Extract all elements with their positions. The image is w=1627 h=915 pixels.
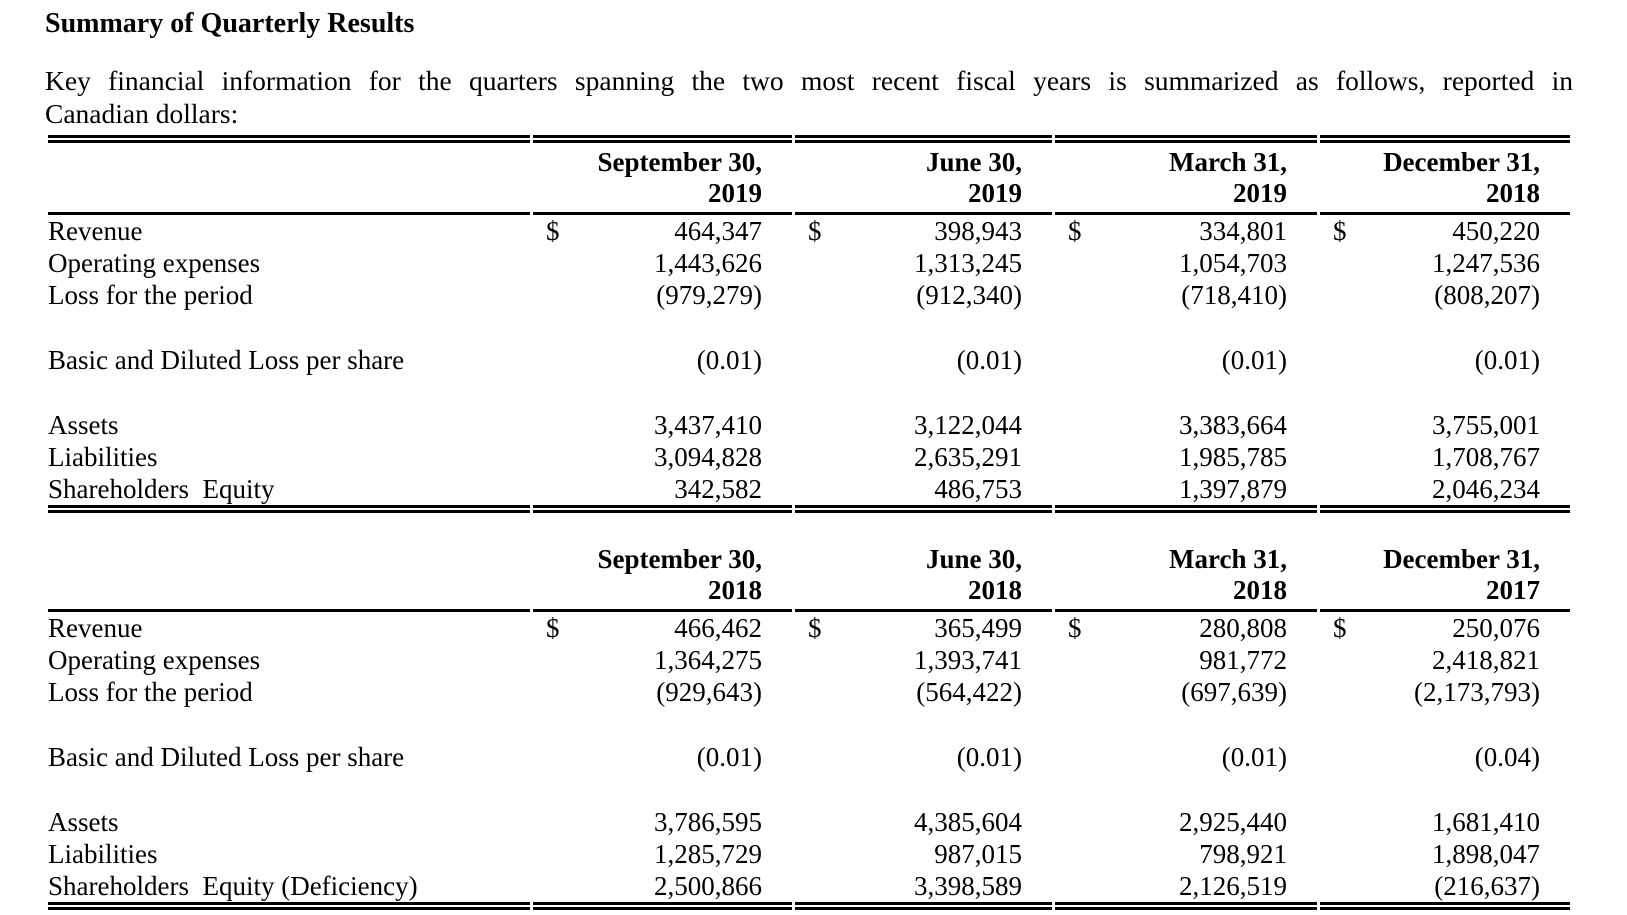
cell-value: (564,422) [916,677,1022,707]
table-row [48,473,1570,513]
value-cell-content [1320,279,1570,311]
cell-value: (0.01) [956,345,1022,375]
value-cell [533,838,792,870]
value-cell [1055,644,1317,676]
table-row [48,344,1570,376]
value-cell-content [1055,247,1317,279]
value-cell [533,247,792,279]
cell-value: (0.01) [1474,345,1540,375]
column-header-year: 2019 [968,178,1022,208]
value-cell [533,344,792,376]
value-cell [1320,870,1570,910]
value-cell [795,247,1052,279]
value-cell [1320,441,1570,473]
cell-value: (2,173,793) [1414,677,1540,707]
cell-value: 466,462 [674,613,762,643]
value-cell-content [1055,644,1317,676]
cell-value: (697,639) [1181,677,1287,707]
value-cell [795,644,1052,676]
column-header-year: 2018 [1486,178,1540,208]
column-header [1320,135,1570,215]
value-cell [795,473,1052,513]
value-cell-content [1320,612,1570,644]
value-cell-content [795,838,1052,870]
value-cell [1320,612,1570,644]
table-row [48,409,1570,441]
value-cell-content [1320,247,1570,279]
cell-value: 1,985,785 [1179,442,1287,472]
cell-value: 798,921 [1199,839,1287,869]
cell-value: 3,383,664 [1179,410,1287,440]
value-cell-content [1055,676,1317,708]
spacer-cell [48,311,1570,344]
table-row [48,870,1570,910]
cell-value: (808,207) [1434,280,1540,310]
value-cell-content [795,247,1052,279]
value-cell [1055,676,1317,708]
value-cell-content [1320,838,1570,870]
value-cell [1320,247,1570,279]
row-label: Assets [48,807,119,837]
value-cell-content [1055,741,1317,773]
table-row [48,676,1570,708]
value-cell-content [1320,806,1570,838]
column-header-month: September 30, [597,544,762,574]
column-header [1320,540,1570,612]
intro-paragraph-line2: Canadian dollars: [45,98,239,129]
value-cell-content [1055,215,1317,247]
value-cell [795,409,1052,441]
value-cell [533,215,792,247]
value-cell [1320,215,1570,247]
value-cell [1320,344,1570,376]
value-cell-content [1320,215,1570,247]
cell-value: 4,385,604 [914,807,1022,837]
value-cell-content [795,741,1052,773]
spacer-row [48,773,1570,806]
value-cell-content [1055,344,1317,376]
value-cell [1320,676,1570,708]
row-label: Shareholders Equity (Deficiency) [48,870,530,910]
table-row [48,441,1570,473]
intro-paragraph-line1: Key financial information for the quarters spanning the two most recent fiscal years is summarized as follows, reported in [45,65,1573,96]
quarterly-results-table-current [45,135,1573,513]
dollar-sign: $ [1333,613,1347,643]
cell-value: 464,347 [674,216,762,246]
cell-value: 3,437,410 [654,410,762,440]
column-header [795,540,1052,612]
column-header-month: September 30, [597,147,762,177]
value-cell [795,676,1052,708]
dollar-sign: $ [546,216,560,246]
value-cell-content [1320,870,1570,902]
row-label: Shareholders Equity [48,473,530,513]
cell-value: (718,410) [1181,280,1287,310]
value-cell-content [533,344,792,376]
value-cell-content [1320,441,1570,473]
column-header-year: 2019 [1233,178,1287,208]
value-cell-content [1055,612,1317,644]
value-cell [1055,441,1317,473]
cell-value: 981,772 [1199,645,1287,675]
spacer-row [48,376,1570,409]
cell-value: (0.01) [1221,345,1287,375]
row-label: Revenue [48,216,143,246]
value-cell [795,612,1052,644]
table-row [48,612,1570,644]
column-header [533,540,792,612]
value-cell [795,279,1052,311]
column-header-year: 2018 [1233,575,1287,605]
cell-value: 342,582 [674,474,762,504]
row-label: Operating expenses [48,248,261,278]
value-cell-content [795,870,1052,902]
value-cell [1320,806,1570,838]
dollar-sign: $ [1068,613,1082,643]
value-cell [1320,473,1570,513]
column-header-month: March 31, [1169,544,1287,574]
dollar-sign: $ [808,613,822,643]
spacer-cell [48,773,1570,806]
value-cell [1055,806,1317,838]
row-label: Liabilities [48,442,158,472]
row-label: Basic and Diluted Loss per share [48,345,405,375]
cell-value: 280,808 [1199,613,1287,643]
cell-value: 2,418,821 [1432,645,1540,675]
cell-value: 1,443,626 [654,248,762,278]
table-row [48,806,1570,838]
value-cell-content [533,676,792,708]
value-cell [533,644,792,676]
value-cell-content [1055,279,1317,311]
value-cell [533,473,792,513]
value-cell [1320,409,1570,441]
value-cell [1055,741,1317,773]
value-cell-content [533,473,792,505]
cell-value: (0.01) [956,742,1022,772]
value-cell-content [533,870,792,902]
dollar-sign: $ [808,216,822,246]
value-cell [533,409,792,441]
quarterly-results-table-prior [45,540,1573,910]
header-row [48,135,1570,215]
value-cell-content [1055,838,1317,870]
cell-value: 3,786,595 [654,807,762,837]
value-cell-content [1055,441,1317,473]
value-cell [1055,344,1317,376]
cell-value: 398,943 [934,216,1022,246]
table-row [48,279,1570,311]
value-cell-content [795,441,1052,473]
value-cell [1055,247,1317,279]
value-cell-content [795,344,1052,376]
value-cell [533,441,792,473]
value-cell [795,441,1052,473]
value-cell-content [795,676,1052,708]
value-cell-content [533,215,792,247]
column-header-month: June 30, [925,544,1022,574]
spacer-row [48,311,1570,344]
cell-value: 2,126,519 [1179,871,1287,901]
value-cell [533,612,792,644]
table-row [48,247,1570,279]
row-label: Assets [48,410,119,440]
table-row [48,838,1570,870]
value-cell-content [1055,473,1317,505]
column-header-month: December 31, [1383,147,1540,177]
page-title: Summary of Quarterly Results [45,8,415,39]
cell-value: 1,397,879 [1179,474,1287,504]
cell-value: (979,279) [656,280,762,310]
value-cell-content [533,838,792,870]
value-cell-content [533,806,792,838]
dollar-sign: $ [546,613,560,643]
value-cell-content [795,409,1052,441]
dollar-sign: $ [1333,216,1347,246]
cell-value: (0.01) [1221,742,1287,772]
row-label: Basic and Diluted Loss per share [48,742,405,772]
value-cell [1320,279,1570,311]
cell-value: 1,364,275 [654,645,762,675]
value-cell-content [533,409,792,441]
value-cell [533,741,792,773]
value-cell [1055,870,1317,910]
value-cell-content [533,247,792,279]
value-cell-content [1055,806,1317,838]
column-header-year: 2018 [708,575,762,605]
cell-value: (0.01) [696,742,762,772]
row-label: Liabilities [48,839,158,869]
value-cell [795,870,1052,910]
value-cell [533,806,792,838]
column-header [1055,540,1317,612]
value-cell [533,870,792,910]
value-cell [533,279,792,311]
value-cell [795,806,1052,838]
value-cell-content [533,612,792,644]
table-row [48,741,1570,773]
value-cell-content [1055,870,1317,902]
cell-value: (216,637) [1434,871,1540,901]
cell-value: 2,925,440 [1179,807,1287,837]
header-spacer-cell [48,540,530,612]
cell-value: 1,054,703 [1179,248,1287,278]
spacer-cell [48,376,1570,409]
value-cell [1055,215,1317,247]
cell-value: 1,285,729 [654,839,762,869]
intro-paragraph [45,64,1573,130]
cell-value: 1,247,536 [1432,248,1540,278]
value-cell-content [795,215,1052,247]
cell-value: 2,046,234 [1432,474,1540,504]
cell-value: (0.01) [696,345,762,375]
cell-value: 486,753 [934,474,1022,504]
value-cell-content [795,644,1052,676]
value-cell-content [533,644,792,676]
table-row [48,215,1570,247]
value-cell-content [1320,409,1570,441]
value-cell [1320,644,1570,676]
header-spacer-cell [48,135,530,215]
value-cell-content [1320,676,1570,708]
column-header [533,135,792,215]
cell-value: 450,220 [1452,216,1540,246]
spacer-row [48,708,1570,741]
column-header-month: December 31, [1383,544,1540,574]
cell-value: 3,094,828 [654,442,762,472]
cell-value: (912,340) [916,280,1022,310]
value-cell [1055,838,1317,870]
value-cell-content [533,741,792,773]
column-header-year: 2019 [708,178,762,208]
column-header-month: March 31, [1169,147,1287,177]
cell-value: 3,755,001 [1432,410,1540,440]
table-row [48,644,1570,676]
value-cell-content [1320,344,1570,376]
row-label: Loss for the period [48,280,253,310]
column-header-year: 2017 [1486,575,1540,605]
value-cell [795,741,1052,773]
value-cell [1320,838,1570,870]
value-cell-content [795,806,1052,838]
row-label: Operating expenses [48,645,261,675]
value-cell-content [1320,741,1570,773]
cell-value: 250,076 [1452,613,1540,643]
cell-value: 334,801 [1199,216,1287,246]
spacer-cell [48,708,1570,741]
value-cell [1055,409,1317,441]
value-cell [795,215,1052,247]
cell-value: 2,500,866 [654,871,762,901]
column-header [1055,135,1317,215]
cell-value: 1,681,410 [1432,807,1540,837]
value-cell-content [1320,473,1570,505]
cell-value: 1,393,741 [914,645,1022,675]
cell-value: 3,122,044 [914,410,1022,440]
row-label: Revenue [48,613,143,643]
cell-value: 3,398,589 [914,871,1022,901]
value-cell-content [795,279,1052,311]
value-cell-content [795,473,1052,505]
value-cell [795,344,1052,376]
value-cell [1055,279,1317,311]
column-header-month: June 30, [925,147,1022,177]
column-header [795,135,1052,215]
header-row [48,540,1570,612]
cell-value: 1,898,047 [1432,839,1540,869]
cell-value: (0.04) [1474,742,1540,772]
row-label: Loss for the period [48,677,253,707]
value-cell [1055,473,1317,513]
cell-value: (929,643) [656,677,762,707]
value-cell-content [533,279,792,311]
value-cell [1320,741,1570,773]
value-cell-content [1055,409,1317,441]
cell-value: 987,015 [934,839,1022,869]
value-cell-content [795,612,1052,644]
cell-value: 365,499 [934,613,1022,643]
value-cell-content [1320,644,1570,676]
value-cell-content [533,441,792,473]
dollar-sign: $ [1068,216,1082,246]
value-cell [1055,612,1317,644]
cell-value: 1,313,245 [914,248,1022,278]
value-cell [533,676,792,708]
cell-value: 2,635,291 [914,442,1022,472]
column-header-year: 2018 [968,575,1022,605]
value-cell [795,838,1052,870]
cell-value: 1,708,767 [1432,442,1540,472]
